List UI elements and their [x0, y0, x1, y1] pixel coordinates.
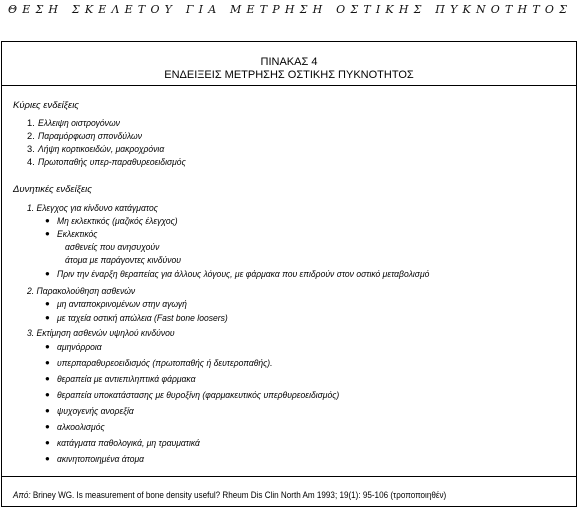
list-item: θεραπεία με αντιεπιληπτικά φάρμακα [57, 374, 196, 384]
list-item: θεραπεία υποκατάστασης με θυροξίνη (φαρμακευτικός υπερθυρεοειδισμός) [57, 390, 340, 400]
bullet-icon: ● [45, 358, 50, 367]
bullet-icon: ● [45, 299, 50, 308]
list-item: Πρωτοπαθής υπερ-παραθυρεοειδισμός [38, 157, 186, 167]
table-title: ΕΝΔΕΙΞΕΙΣ ΜΕΤΡΗΣΗΣ ΟΣΤΙΚΗΣ ΠΥΚΝΟΤΗΤΟΣ [164, 69, 414, 81]
list-item-number: 1. [27, 118, 35, 128]
source-citation [13, 489, 446, 501]
list-item: Ελλειψη οιστρογόνων [38, 118, 120, 128]
list-item: Πριν την έναρξη θεραπείας για άλλους λόγους, με φάρμακα που επιδρούν στον οστικό μεταβολισμό [57, 269, 430, 279]
list-item: με ταχεία οστική απώλεια (Fast bone loosers) [57, 313, 228, 323]
source-label: Από: [13, 490, 31, 500]
list-item: ακινητοποιημένα άτομα [57, 454, 145, 464]
group-monitoring: 2. Παρακολούθηση ασθενών [27, 286, 136, 296]
bullet-icon: ● [45, 229, 50, 238]
source-divider [2, 476, 576, 477]
list-item-number: 3. [27, 144, 35, 154]
potential-indications-heading: Δυνητικές ενδείξεις [13, 184, 92, 195]
bullet-icon: ● [45, 454, 50, 463]
bullet-icon: ● [45, 313, 50, 322]
list-item: ψυχογενής ανορεξία [57, 406, 134, 416]
group-risk-assessment: 1. Ελεγχος για κίνδυνο κατάγματος [27, 203, 158, 213]
list-item: υπερπαραθυρεοειδισμός (πρωτοπαθής ή δευτεροπαθής). [57, 358, 273, 368]
bullet-icon: ● [45, 438, 50, 447]
group-high-risk: 3. Εκτίμηση ασθενών υψηλού κινδύνου [27, 328, 175, 338]
list-item: Λήψη κορτικοειδών, μακροχρόνια [38, 144, 165, 154]
list-item-number: 4. [27, 157, 35, 167]
sub-list-item: άτομα με παράγοντες κινδύνου [65, 255, 181, 265]
title-divider [2, 85, 576, 86]
source-text: Briney WG. Is measurement of bone density useful? Rheum Dis Clin North Am 1993; 19(1): 95-106 (τροποποιηθέν) [32, 490, 447, 500]
bullet-icon: ● [45, 422, 50, 431]
sub-list-item: ασθενείς που ανησυχούν [65, 242, 160, 252]
list-item-number: 2. [27, 131, 35, 141]
list-item: μη ανταποκρινομένων στην αγωγή [57, 299, 187, 309]
list-item: Παραμόρφωση σπονδύλων [38, 131, 143, 141]
main-indications-heading: Κύριες ενδείξεις [13, 100, 79, 111]
table-number: ΠΙΝΑΚΑΣ 4 [260, 56, 318, 68]
table-4 [1, 41, 577, 507]
bullet-icon: ● [45, 390, 50, 399]
bullet-icon: ● [45, 269, 50, 278]
list-item: αμηνόρροια [57, 342, 102, 352]
bullet-icon: ● [45, 342, 50, 351]
bullet-icon: ● [45, 406, 50, 415]
list-item: αλκοολισμός [57, 422, 105, 432]
bullet-icon: ● [45, 216, 50, 225]
bullet-icon: ● [45, 374, 50, 383]
list-item: Εκλεκτικός [57, 229, 98, 239]
running-header: ΘΕΣΗ ΣΚΕΛΕΤΟΥ ΓΙΑ ΜΕΤΡΗΣΗ ΟΣΤΙΚΗΣ ΠΥΚΝΟΤΗΤΟΣ [8, 3, 573, 16]
list-item: Μη εκλεκτικός (μαζικός έλεγχος) [57, 216, 178, 226]
list-item: κατάγματα παθολογικά, μη τραυματικά [57, 438, 200, 448]
